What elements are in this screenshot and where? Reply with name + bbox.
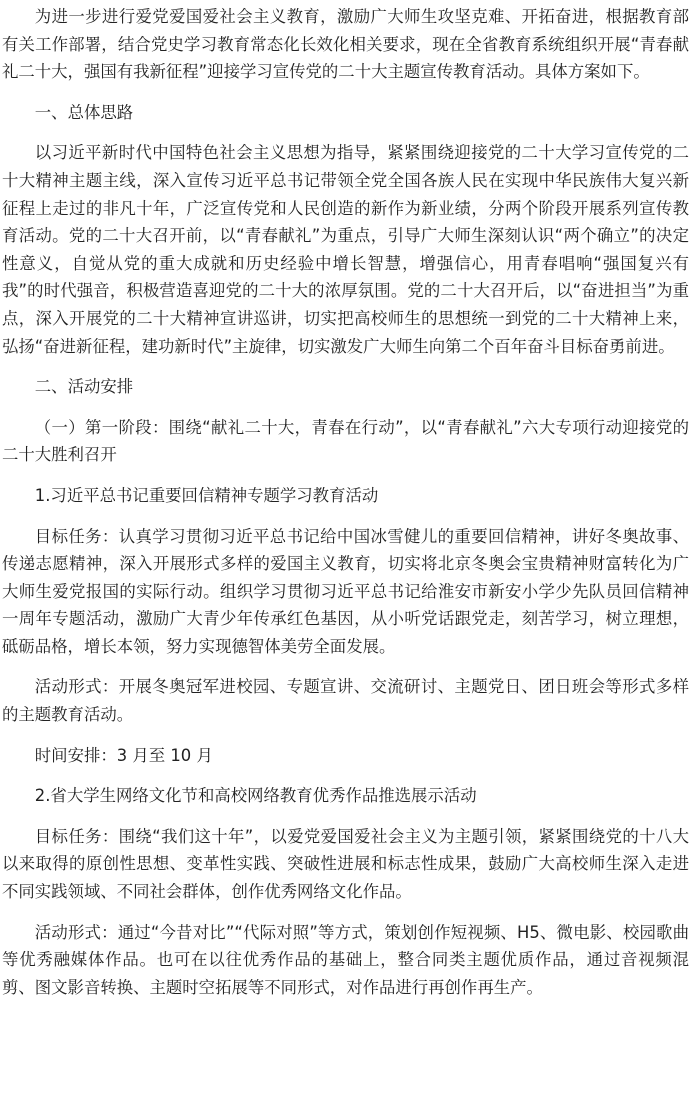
item-1-schedule-paragraph: 时间安排：3 月至 10 月 bbox=[34, 745, 213, 765]
overall-approach-paragraph: 以习近平新时代中国特色社会主义思想为指导，紧紧围绕迎接党的二十大学习宣传党的二十大精神主题主线，深入宣传习近平总书记带领全党全国各族人民在实现中华民族伟大复兴新征程上走过的非凡十年，广泛宣传党和人民创造的新作为新业绩，分两个阶段开展系列宣传教育活动。党的二十大召开前，以“青春献礼”为重点，引导广大师生深刻认识“两个确立”的决定性意义，自觉从党的重大成就和历史经验中增长智慧，增强信心，用青春唱响“强国复兴有我”的时代强音，积极营造喜迎党的二十大的浓厚氛围。党的二十大召开后，以“奋进担当”为重点，深入开展党的二十大精神宣讲巡讲，切实把高校师生的思想统一到党的二十大精神上来，弘扬“奋进新征程，建功新时代”主旋律，切实激发广大师生向第二个百年奋斗目标奋勇前进。 bbox=[2, 143, 689, 356]
phase-one-heading: （一）第一阶段：围绕“献礼二十大，青春在行动”，以“青春献礼”六大专项行动迎接党的二十大胜利召开 bbox=[2, 417, 689, 465]
item-1-form-paragraph: 活动形式：开展冬奥冠军进校园、专题宣讲、交流研讨、主题党日、团日班会等形式多样的主题教育活动。 bbox=[2, 677, 689, 725]
item-1-heading: 1.习近平总书记重要回信精神专题学习教育活动 bbox=[34, 485, 379, 505]
section-heading-activity-arrangement: 二、活动安排 bbox=[34, 377, 134, 397]
intro-paragraph: 为进一步进行爱党爱国爱社会主义教育，激励广大师生攻坚克难、开拓奋进，根据教育部有关工作部署，结合党史学习教育常态化长效化相关要求，现在全省教育系统组织开展“青春献礼二十大，强国有我新征程”迎接学习宣传党的二十大主题宣传教育活动。具体方案如下。 bbox=[2, 7, 689, 82]
item-2-form-paragraph: 活动形式：通过“今昔对比”“代际对照”等方式，策划创作短视频、H5、微电影、校园歌曲等优秀融媒体作品。也可在以往优秀作品的基础上，整合同类主题优质作品，通过音视频混剪、图文影音转换、主题时空拓展等不同形式，对作品进行再创作再生产。 bbox=[2, 922, 689, 997]
item-2-goal-paragraph: 目标任务：围绕“我们这十年”，以爱党爱国爱社会主义为主题引领，紧紧围绕党的十八大以来取得的原创性思想、变革性实践、突破性进展和标志性成果，鼓励广大高校师生深入走进不同实践领域、不同社会群体，创作优秀网络文化作品。 bbox=[2, 826, 689, 902]
section-heading-overall-approach: 一、总体思路 bbox=[34, 102, 134, 122]
item-2-heading: 2.省大学生网络文化节和高校网络教育优秀作品推选展示活动 bbox=[34, 786, 477, 806]
item-1-goal-paragraph: 目标任务：认真学习贯彻习近平总书记给中国冰雪健儿的重要回信精神，讲好冬奥故事、传递志愿精神，深入开展形式多样的爱国主义教育，切实将北京冬奥会宝贵精神财富转化为广大师生爱党报国的实际行动。组织学习贯彻习近平总书记给淮安市新安小学少先队员回信精神一周年专题活动，激励广大青少年传承红色基因，从小听党话跟党走，刻苦学习，树立理想，砥砺品格，增长本领，努力实现德智体美劳全面发展。 bbox=[2, 526, 689, 656]
